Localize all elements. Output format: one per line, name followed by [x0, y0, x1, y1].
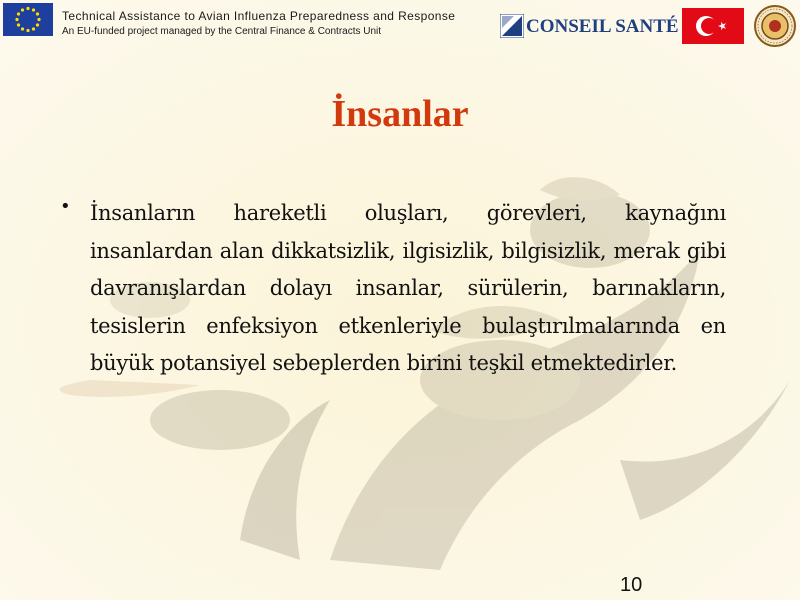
- conseil-sante-text: CONSEIL SANTÉ: [526, 16, 679, 37]
- ministry-seal-icon: [754, 4, 796, 48]
- slide-header: [0, 0, 800, 52]
- slide-title: İnsanlar: [331, 93, 469, 135]
- project-subtitle: An EU-funded project managed by the Central Finance & Contracts Unit: [62, 26, 382, 37]
- project-header-text: [62, 9, 455, 39]
- conseil-sante-logo: [496, 8, 679, 44]
- bullet-icon: •: [60, 196, 71, 217]
- page-number: 10: [620, 574, 643, 596]
- eu-flag-icon: [3, 3, 53, 36]
- bullet-text: İnsanların hareketli oluşları, görevleri, kaynağını insanlardan alan dikkatsizlik, ilgisizlik, bilgisizlik, merak gibi davranışlardan dolayı insanlar, sürülerin, barınakların, tesislerin enfeksiyon etkenleriyle bulaştırılmalarında en büyük potansiyel sebeplerden birini teşkil etmektedirler.: [90, 201, 726, 375]
- conseil-sante-mark-icon: [500, 14, 524, 38]
- project-title: Technical Assistance to Avian Influenza Preparedness and Response: [62, 9, 456, 23]
- turkey-flag-icon: [682, 8, 744, 44]
